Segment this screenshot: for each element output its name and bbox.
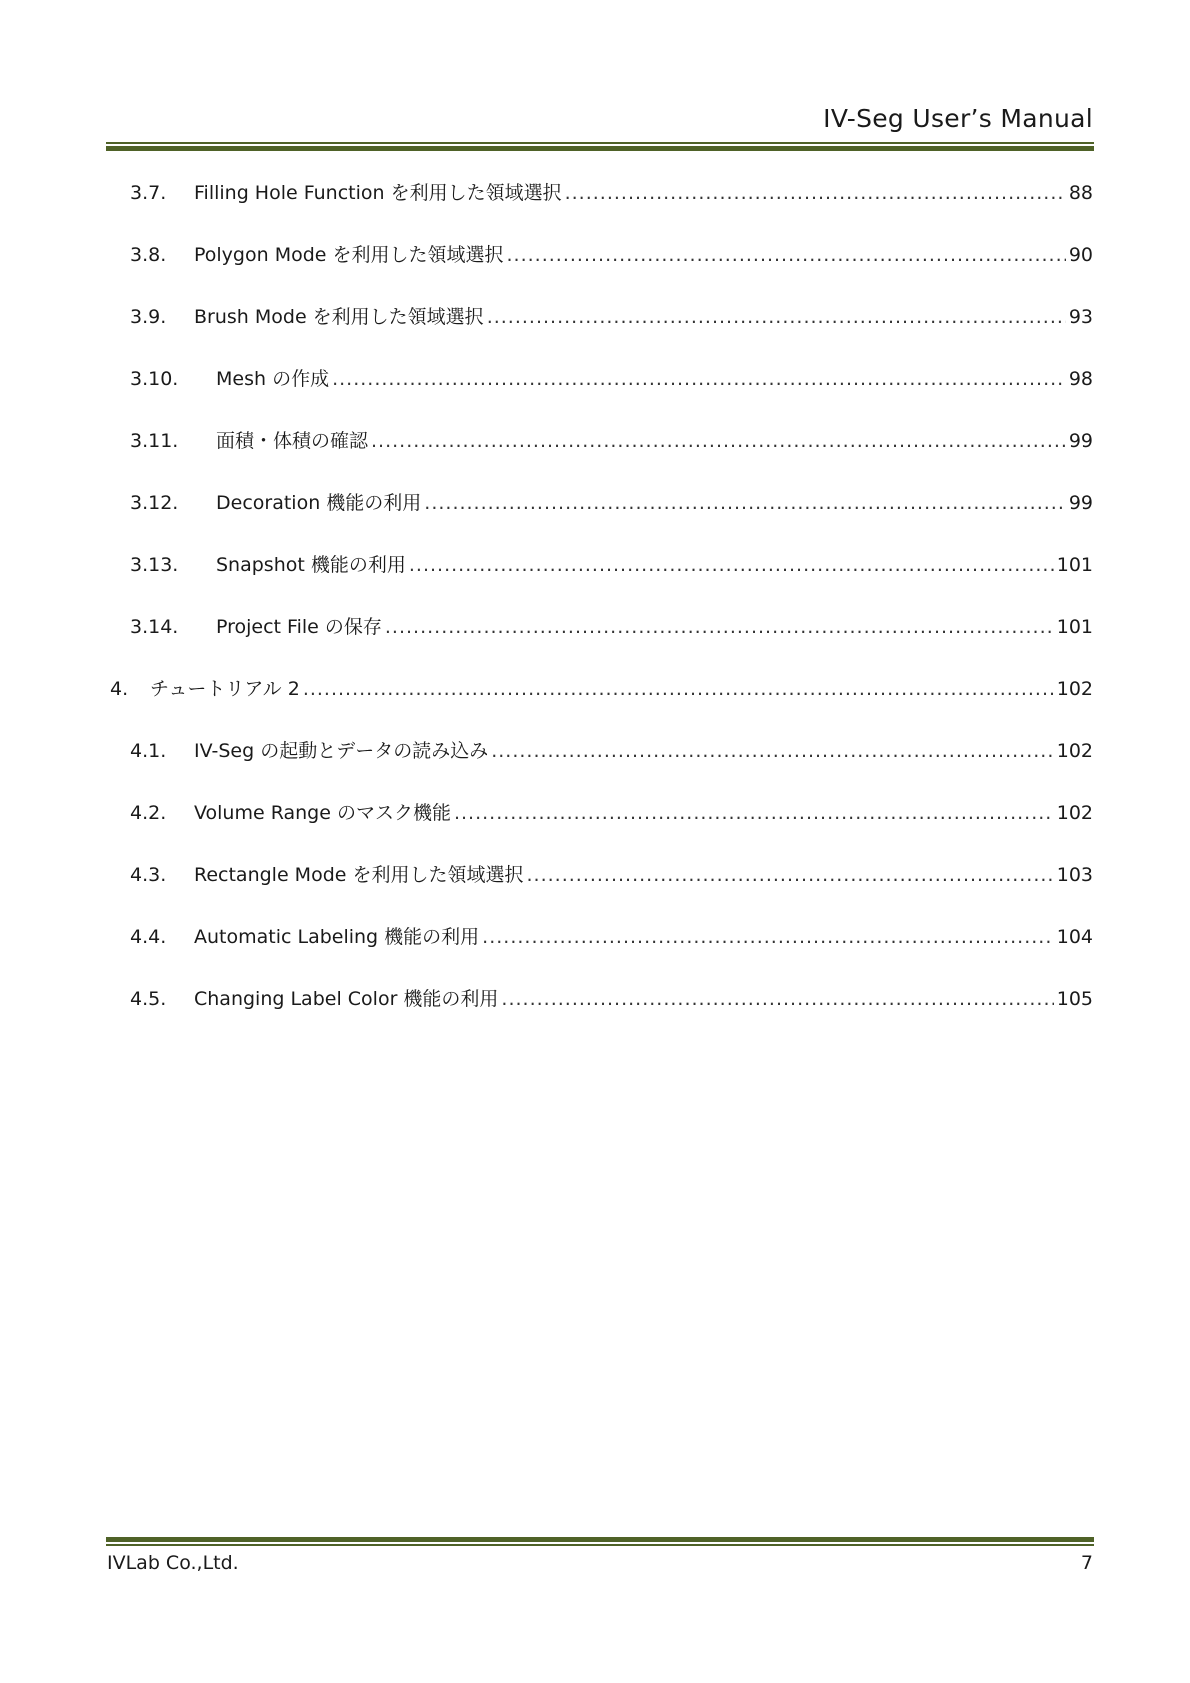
toc-entry-title: Brush Mode を利用した領域選択 [194,306,484,328]
toc-entry-4-5[interactable] [130,984,1093,1014]
header-rule-thin-line [106,142,1094,144]
toc-entry-title: 面積・体積の確認 [216,430,369,452]
toc-dot-leader [332,368,1066,390]
header-rule-thick-line [106,146,1094,151]
toc-dot-leader [507,244,1066,266]
header-rule [106,142,1094,152]
toc-entry-number: 4.4. [130,926,167,948]
toc-entry-page: 99 [1068,430,1093,452]
page-header-title: IV-Seg User’s Manual [823,104,1093,133]
toc-entry-title: Filling Hole Function を利用した領域選択 [194,182,562,204]
toc-entry-title: Polygon Mode を利用した領域選択 [194,244,504,266]
toc-dot-leader [385,616,1054,638]
footer-page-number: 7 [1080,1552,1093,1574]
toc-dot-leader [482,926,1054,948]
toc-entry-page: 101 [1056,616,1093,638]
toc-entry-number: 3.9. [130,306,167,328]
toc-entry-4-2[interactable] [130,798,1093,828]
toc-entry-number: 4.2. [130,802,167,824]
toc-entry-title: チュートリアル 2 [150,678,300,700]
toc-entry-page: 102 [1056,802,1093,824]
toc-entry-page: 103 [1056,864,1093,886]
toc-entry-number: 3.13. [130,554,179,576]
toc-entry-3-7[interactable] [130,178,1093,208]
toc-entry-3-11[interactable] [130,426,1093,456]
toc-entry-page: 98 [1068,368,1093,390]
toc-entry-number: 3.10. [130,368,179,390]
toc-entry-page: 88 [1068,182,1093,204]
toc-entry-page: 104 [1056,926,1093,948]
footer-rule [106,1537,1094,1547]
toc-dot-leader [501,988,1053,1010]
toc-entry-3-8[interactable] [130,240,1093,270]
toc-dot-leader [487,306,1066,328]
toc-entry-3-13[interactable] [130,550,1093,580]
toc-entry-number: 3.12. [130,492,179,514]
toc-entry-number: 3.7. [130,182,167,204]
toc-dot-leader [409,554,1054,576]
footer-company: IVLab Co.,Ltd. [107,1552,239,1574]
toc-entry-title: Decoration 機能の利用 [216,492,422,514]
toc-entry-3-12[interactable] [130,488,1093,518]
toc-entry-4-3[interactable] [130,860,1093,890]
toc-entry-page: 102 [1056,740,1093,762]
toc-entry-4-4[interactable] [130,922,1093,952]
toc-entry-title: Rectangle Mode を利用した領域選択 [194,864,524,886]
footer-rule-thick-line [106,1537,1094,1542]
toc-entry-page: 101 [1056,554,1093,576]
toc-entry-page: 102 [1056,678,1093,700]
toc-entry-3-9[interactable] [130,302,1093,332]
toc-dot-leader [303,678,1054,700]
toc-dot-leader [491,740,1054,762]
toc-dot-leader [454,802,1054,824]
toc-entry-4-1[interactable] [130,736,1093,766]
toc-entry-page: 93 [1068,306,1093,328]
toc-entry-page: 99 [1068,492,1093,514]
toc-entry-3-10[interactable] [130,364,1093,394]
toc-entry-title: Changing Label Color 機能の利用 [194,988,499,1010]
toc-entry-number: 4.3. [130,864,167,886]
toc-entry-page: 90 [1068,244,1093,266]
toc-entry-title: Mesh の作成 [216,368,330,390]
toc-dot-leader [371,430,1066,452]
toc-entry-title: IV-Seg の起動とデータの読み込み [194,740,489,762]
toc-entry-title: Snapshot 機能の利用 [216,554,406,576]
toc-entry-title: Volume Range のマスク機能 [194,802,451,824]
toc-dot-leader [424,492,1066,514]
toc-dot-leader [527,864,1054,886]
toc-entry-3-14[interactable] [130,612,1093,642]
toc-entry-number: 3.14. [130,616,179,638]
toc-entry-number: 3.11. [130,430,179,452]
toc-entry-4[interactable] [110,674,1093,704]
toc-entry-number: 4. [110,678,129,700]
toc-entry-number: 3.8. [130,244,167,266]
footer-rule-thin-line [106,1544,1094,1546]
toc-entry-page: 105 [1056,988,1093,1010]
toc-entry-number: 4.5. [130,988,167,1010]
toc-entry-title: Automatic Labeling 機能の利用 [194,926,480,948]
toc-entry-number: 4.1. [130,740,167,762]
toc-dot-leader [565,182,1066,204]
toc-entry-title: Project File の保存 [216,616,382,638]
